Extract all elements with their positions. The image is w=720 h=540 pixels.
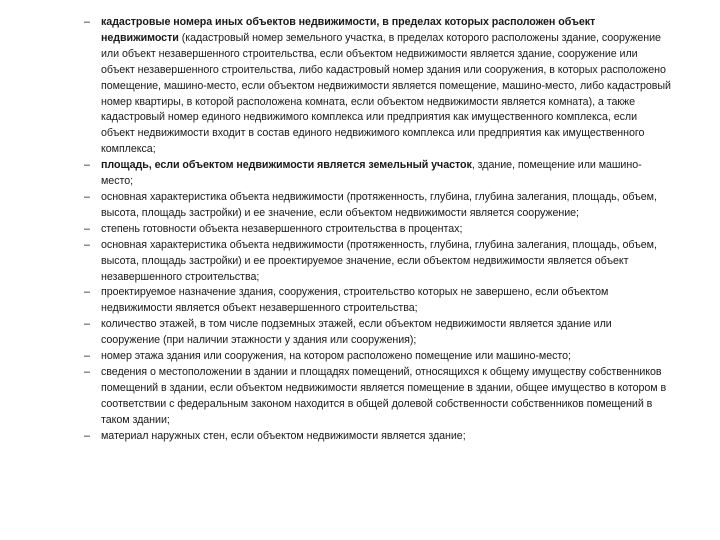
list-dash: – xyxy=(84,318,90,331)
item-text: номер этажа здания или сооружения, на котором расположено помещение или машино-место; xyxy=(101,350,571,363)
list-item xyxy=(0,317,671,349)
list-item xyxy=(0,429,671,445)
list-dash: – xyxy=(84,222,90,235)
list-item xyxy=(0,349,671,365)
item-text: основная характеристика объекта недвижимости (протяженность, глубина, глубина залегания, площадь, объем, высота, площадь застройки) и ее значение, если объектом недвижимости является сооружение; xyxy=(101,190,657,219)
list-dash: – xyxy=(84,286,90,299)
list-item xyxy=(0,158,671,190)
list-item xyxy=(0,365,671,429)
item-text: степень готовности объекта незавершенного строительства в процентах; xyxy=(101,222,463,235)
list-dash: – xyxy=(84,238,90,251)
item-text: материал наружных стен, если объектом недвижимости является здание; xyxy=(101,429,466,442)
list-dash: – xyxy=(84,190,90,203)
item-text: количество этажей, в том числе подземных этажей, если объектом недвижимости является здание или сооружение (при наличии этажности у здания или сооружения); xyxy=(101,318,612,347)
list-item xyxy=(0,285,671,317)
list-item xyxy=(0,238,671,286)
list-item xyxy=(0,222,671,238)
item-text: проектируемое назначение здания, сооружения, строительство которых не завершено, если объектом недвижимости является объект незавершенного строительства; xyxy=(101,286,609,315)
list-dash: – xyxy=(84,350,90,363)
list-dash: – xyxy=(84,159,90,172)
item-text: сведения о местоположении в здании и площадях помещений, относящихся к общему имуществу собственников помещений в здании, если объектом недвижимости является помещение в здании, общее имущество в котором в соответствии с федеральным законом находится в общей долевой собственности собственников помещений в таком здании; xyxy=(101,365,667,426)
list-dash: – xyxy=(84,429,90,442)
item-bold-text: площадь, если объектом недвижимости является земельный участок xyxy=(101,159,472,172)
item-text: основная характеристика объекта недвижимости (протяженность, глубина, глубина залегания, площадь, объем, высота, площадь застройки) и ее проектируемое значение, если объектом недвижимости является объект незавершенного строительства; xyxy=(101,238,657,283)
item-text: (кадастровый номер земельного участка, в пределах которого расположены здание, сооружение или объект незавершенного строительства, если объектом недвижимости является здание, сооружение или объект незавершенного строительства, либо кадастровый номер здания или сооружения, в которых расположено помещение, машино-место, если объектом недвижимости является помещение, машино-место, либо кадастровый номер квартиры, в которой расположена комната, если объектом недвижимости является комната), а также кадастровый номер единого недвижимого комплекса или предприятия как имущественного комплекса, если объект недвижимости входит в состав единого недвижимого комплекса или предприятия как имущественного комплекса; xyxy=(101,31,671,156)
list-dash: – xyxy=(84,365,90,378)
item-text: , здание, помещение или машино-место; xyxy=(101,159,642,188)
item-bold-text: кадастровые номера иных объектов недвижимости, в пределах которых расположен объект недвижимости xyxy=(101,16,596,44)
requirements-list xyxy=(0,15,720,444)
list-item xyxy=(0,190,671,222)
list-item xyxy=(0,15,671,158)
list-dash: – xyxy=(84,16,90,28)
